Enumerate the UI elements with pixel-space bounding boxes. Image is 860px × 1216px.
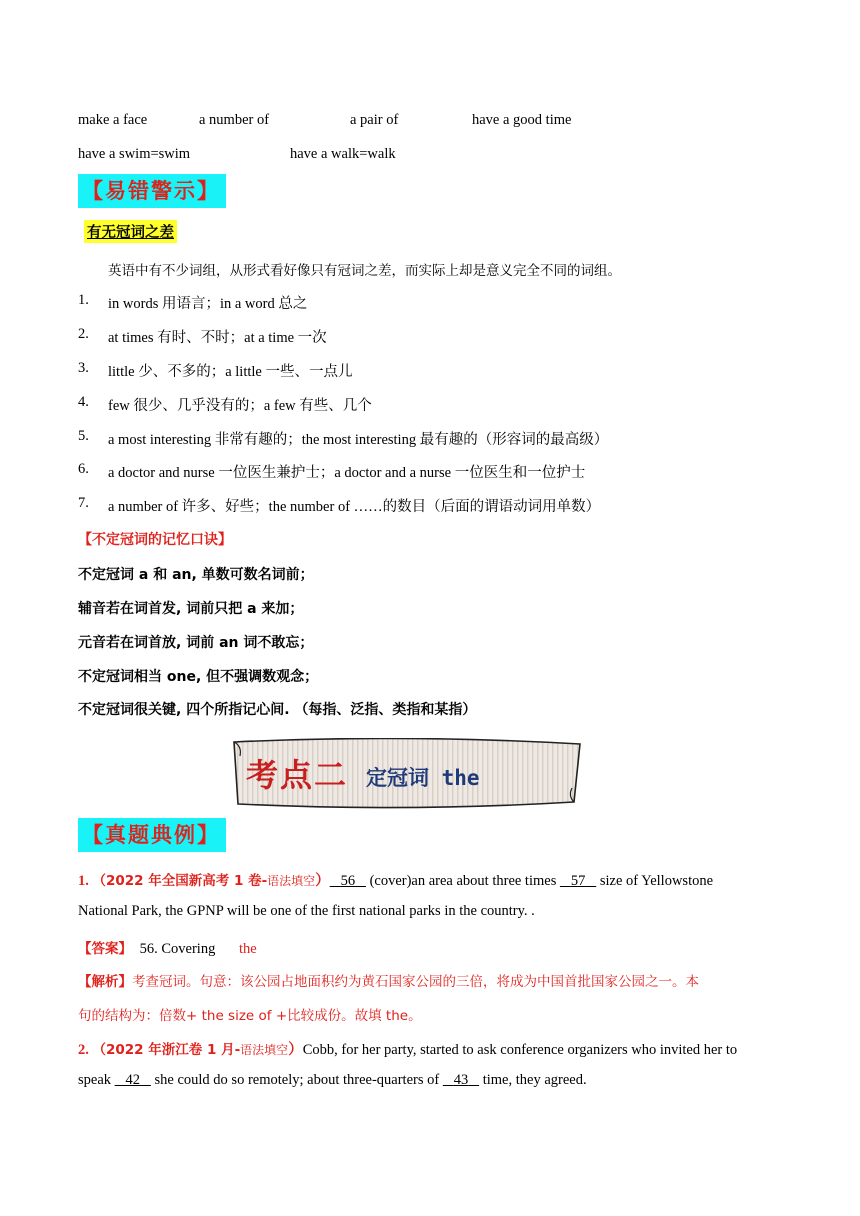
list-item: at times 有时、不时；at a time 一次 (108, 330, 327, 346)
answer-text: 56. Covering (139, 941, 216, 957)
intro-text: 英语中有不少词组，从形式看好像只有冠词之差，而实际上却是意义完全不同的词组。 (108, 263, 621, 279)
question-1-line-1 (78, 869, 713, 890)
topic-tag: 有无冠词之差 (84, 220, 177, 243)
question-source-close: ） (315, 873, 330, 889)
answer-line (78, 937, 257, 958)
list-item: in words 用语言；in a word 总之 (108, 296, 308, 312)
blank-number: 43 (453, 1072, 469, 1088)
question-text: she could do so remotely; about three-quarters of (154, 1072, 440, 1088)
phrase: have a swim=swim (78, 146, 191, 162)
analysis-text: 考查冠词。句意：该公园占地面积约为黄石国家公园的三倍，将成为中国首批国家公园之一。本 (132, 974, 699, 990)
phrase: have a walk=walk (290, 146, 396, 162)
question-source: （2022 年全国新高考 1 卷- (92, 873, 268, 889)
blank-number: 42 (125, 1072, 141, 1088)
item-number: 1. (78, 292, 89, 308)
answer-extra: the (238, 941, 257, 957)
blank-57 (560, 873, 596, 889)
item-number: 7. (78, 495, 89, 511)
mnemonic-line: 辅音若在词首发, 词前只把 a 来加； (78, 601, 304, 617)
phrase: a number of (199, 112, 270, 128)
question-text: speak (78, 1072, 112, 1088)
question-number: 2. (78, 1042, 89, 1058)
phrase: make a face (78, 112, 148, 128)
list-item: a most interesting 非常有趣的；the most interesting 最有趣的（形容词的最高级） (108, 432, 609, 448)
question-1-line-2: National Park, the GPNP will be one of the first national parks in the country. . (78, 903, 535, 919)
question-number: 1. (78, 873, 89, 889)
item-number: 3. (78, 360, 89, 376)
banner-title: 考点二 (246, 756, 349, 794)
blank-number: 57 (570, 873, 586, 889)
question-text: Cobb, for her party, started to ask conference organizers who invited her to (302, 1042, 738, 1058)
examples-heading: 【真题典例】 (78, 818, 226, 852)
question-source-close: ） (288, 1042, 303, 1058)
item-number: 4. (78, 394, 89, 410)
warning-heading: 【易错警示】 (78, 174, 226, 208)
item-number: 6. (78, 461, 89, 477)
mnemonic-line: 不定冠词相当 one, 但不强调数观念； (78, 669, 319, 685)
question-text: (cover)an area about three times (369, 873, 557, 889)
question-type: 语法填空 (267, 874, 316, 888)
question-type: 语法填空 (240, 1043, 289, 1057)
question-text: size of Yellowstone (599, 873, 714, 889)
list-item: a doctor and nurse 一位医生兼护士；a doctor and a nurse 一位医生和一位护士 (108, 465, 586, 481)
list-item: a number of 许多、好些；the number of ……的数目（后面的谓语动词用单数） (108, 499, 601, 515)
section-banner (232, 738, 582, 810)
question-2-line-2 (78, 1072, 587, 1089)
mnemonic-line: 不定冠词 a 和 an, 单数可数名词前； (78, 567, 314, 583)
phrase: a pair of (350, 112, 399, 128)
analysis-line-2: 句的结构为：倍数+ the size of +比较成份。故填 the。 (78, 1008, 422, 1024)
blank-56 (330, 873, 366, 889)
mnemonic-heading: 【不定冠词的记忆口诀】 (78, 532, 232, 548)
analysis-line-1 (78, 970, 699, 991)
item-number: 2. (78, 326, 89, 342)
blank-43 (443, 1072, 479, 1088)
question-text: time, they agreed. (482, 1072, 587, 1088)
blank-number: 56 (340, 873, 356, 889)
question-2-line-1 (78, 1038, 737, 1059)
mnemonic-line: 不定冠词很关键, 四个所指记心间. （每指、泛指、类指和某指） (78, 702, 477, 718)
question-source: （2022 年浙江卷 1 月- (92, 1042, 241, 1058)
item-number: 5. (78, 428, 89, 444)
list-item: few 很少、几乎没有的；a few 有些、几个 (108, 398, 372, 414)
answer-label: 【答案】 (78, 941, 132, 957)
phrase: have a good time (472, 112, 572, 128)
list-item: little 少、不多的；a little 一些、一点儿 (108, 364, 353, 380)
banner-subtitle: 定冠词 the (366, 766, 480, 790)
analysis-label: 【解析】 (78, 974, 132, 990)
mnemonic-line: 元音若在词首放, 词前 an 词不敢忘； (78, 635, 314, 651)
blank-42 (115, 1072, 151, 1088)
